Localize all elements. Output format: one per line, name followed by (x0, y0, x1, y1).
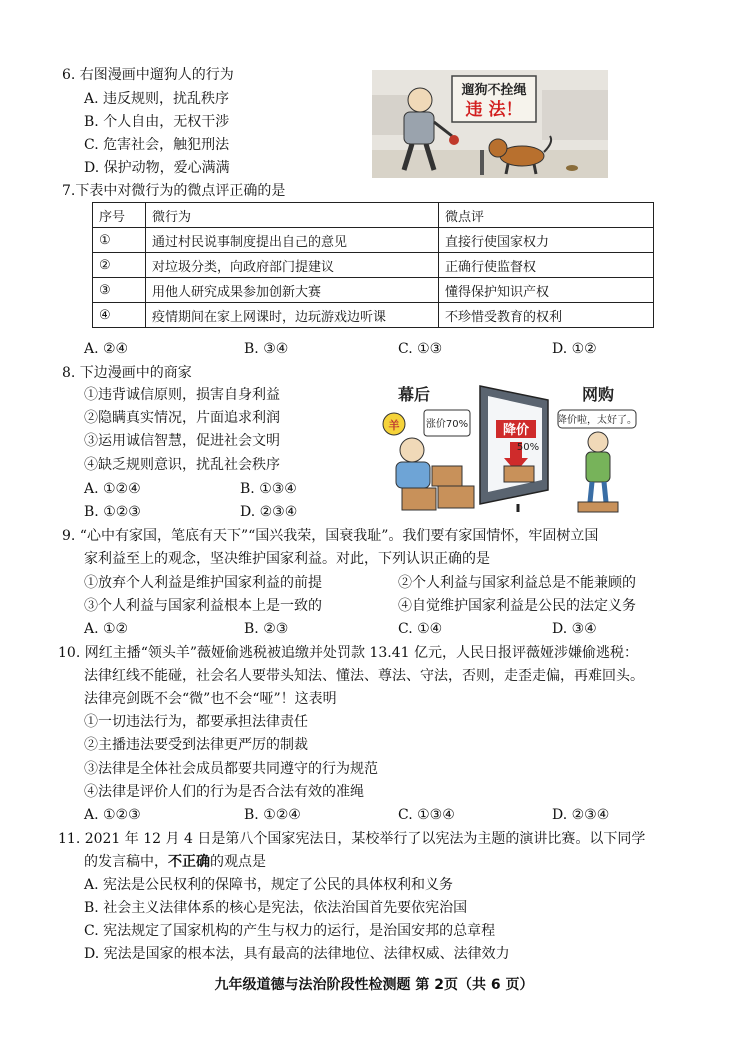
q8-option-d: D. ②③④ (240, 504, 298, 520)
q10-line1: 10. 网红主播“领头羊”薇娅偷逃税被追缴并处罚款 13.41 亿元，人民日报评薇娅涉嫌偷逃税： (58, 645, 639, 661)
q11-line1: 11. 2021 年 12 月 4 日是第八个国家宪法日，某校举行了以宪法为主题的演讲比赛。以下同学 (58, 831, 646, 847)
q10-option-b: B. ①②④ (244, 807, 301, 823)
q8-statement-3: ③运用诚信智慧，促进社会文明 (84, 433, 280, 449)
table-cell: 直接行使国家权力 (439, 228, 654, 253)
table-cell: 通过村民说事制度提出自己的意见 (146, 228, 439, 253)
q6-option-c: C. 危害社会，触犯刑法 (84, 137, 230, 153)
table-cell: 不珍惜受教育的权利 (439, 303, 654, 328)
table-cell: 正确行使监督权 (439, 253, 654, 278)
q9-option-c: C. ①④ (398, 621, 443, 637)
q8-tag-left: 羊 (388, 419, 400, 432)
q6-cartoon-image (372, 70, 608, 178)
q7-table (92, 202, 654, 328)
q11-option-b: B. 社会主义法律体系的核心是宪法，依法治国首先要依宪治国 (84, 900, 468, 916)
q8-statement-1: ①违背诚信原则，损害自身利益 (84, 387, 280, 403)
q7-option-c: C. ①③ (398, 341, 443, 357)
q7-option-b: B. ③④ (244, 341, 289, 357)
table-cell: 疫情期间在家上网课时，边玩游戏边听课 (146, 303, 439, 328)
table-cell: ② (93, 253, 146, 278)
q8-screen-percent: 50% (516, 442, 540, 453)
table-cell: ③ (93, 278, 146, 303)
q9-line1: 9. “心中有家国，笔底有天下”“国兴我荣，国衰我耻”。我们要有家国情怀，牢固树立国 (62, 528, 599, 544)
q10-statement-1: ①一切违法行为，都要承担法律责任 (84, 714, 308, 730)
q9-statement-4: ④自觉维护国家利益是公民的法定义务 (398, 598, 636, 614)
q8-statement-2: ②隐瞒真实情况，片面追求利润 (84, 410, 280, 426)
q10-statement-4: ④法律是评价人们的行为是否合法有效的准绳 (84, 784, 364, 800)
q9-line2: 家利益至上的观念，坚决维护国家利益。对此，下列认识正确的是 (84, 551, 490, 567)
table-cell: ④ (93, 303, 146, 328)
q8-speech-bubble: 降价啦，太好了。 (557, 415, 637, 426)
q10-statement-3: ③法律是全体社会成员都要共同遵守的行为规范 (84, 761, 378, 777)
q6-stem: 6. 右图漫画中遛狗人的行为 (62, 67, 234, 83)
table-header-cell: 微行为 (146, 203, 439, 228)
q9-statement-3: ③个人利益与国家利益根本上是一致的 (84, 598, 322, 614)
q10-option-c: C. ①③④ (398, 807, 455, 823)
q8-screen-label: 降价 (502, 423, 530, 438)
table-cell: ① (93, 228, 146, 253)
q9-statement-1: ①放弃个人利益是维护国家利益的前提 (84, 575, 322, 591)
table-cell: 用他人研究成果参加创新大赛 (146, 278, 439, 303)
q9-option-a: A. ①② (84, 621, 129, 637)
q8-cartoon-title-left: 幕后 (397, 385, 431, 404)
q7-option-d: D. ①② (552, 341, 597, 357)
table-cell: 懂得保护知识产权 (439, 278, 654, 303)
q11-line2-post: 的观点是 (210, 854, 266, 870)
q8-option-c: B. ①②③ (84, 504, 141, 520)
q11-line2 (84, 853, 266, 871)
q10-option-a: A. ①②③ (84, 807, 141, 823)
q6-option-a: A. 违反规则，扰乱秩序 (84, 91, 230, 107)
q8-cartoon-image (372, 380, 652, 518)
table-row (93, 278, 654, 303)
q11-option-c: C. 宪法规定了国家机构的产生与权力的运行，是治国安邦的总章程 (84, 923, 496, 939)
q9-option-d: D. ③④ (552, 621, 597, 637)
q8-option-b: B. ①③④ (240, 481, 297, 497)
table-header-row (93, 203, 654, 228)
page-footer: 九年级道德与法治阶段性检测题 第 2页（共 6 页） (214, 977, 534, 993)
q9-statement-2: ②个人利益与国家利益总是不能兼顾的 (398, 575, 636, 591)
table-row (93, 253, 654, 278)
table-cell: 对垃圾分类，向政府部门提建议 (146, 253, 439, 278)
q11-option-a: A. 宪法是公民权利的保障书，规定了公民的具体权利和义务 (84, 877, 454, 893)
q10-option-d: D. ②③④ (552, 807, 610, 823)
q7-option-a: A. ②④ (84, 341, 129, 357)
table-row (93, 303, 654, 328)
table-header-cell: 微点评 (439, 203, 654, 228)
q8-tag-price: 涨价70% (425, 419, 469, 430)
q10-line3: 法律亮剑既不会“微”也不会“哑”！这表明 (84, 691, 337, 707)
table-header-cell: 序号 (93, 203, 146, 228)
q10-statement-2: ②主播违法要受到法律更严厉的制裁 (84, 737, 308, 753)
q10-line2: 法律红线不能碰，社会名人要带头知法、懂法、尊法、守法，否则，走歪走偏，再难回头。 (84, 668, 644, 684)
q11-emphasis: 不正确 (168, 854, 210, 870)
q6-sign-line2: 违 法！ (465, 100, 523, 120)
q8-statement-4: ④缺乏规则意识，扰乱社会秩序 (84, 457, 280, 473)
q11-option-d: D. 宪法是国家的根本法，具有最高的法律地位、法律权威、法律效力 (84, 946, 510, 962)
q6-option-d: D. 保护动物，爱心满满 (84, 160, 230, 176)
q6-sign-line1: 遛狗不拴绳 (461, 83, 527, 98)
q11-line2-pre: 的发言稿中， (84, 854, 168, 870)
q8-option-a: A. ①②④ (84, 481, 141, 497)
q9-option-b: B. ②③ (244, 621, 289, 637)
q6-option-b: B. 个人自由，无权干涉 (84, 114, 230, 130)
q7-stem: 7.下表中对微行为的微点评正确的是 (62, 183, 286, 199)
q8-stem: 8. 下边漫画中的商家 (62, 365, 192, 381)
q8-cartoon-title-right: 网购 (581, 385, 615, 404)
table-row (93, 228, 654, 253)
